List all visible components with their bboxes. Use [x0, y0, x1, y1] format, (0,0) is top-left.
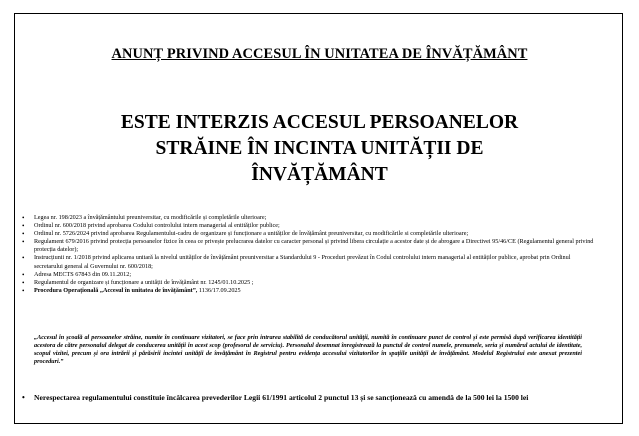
sanction-list	[18, 393, 610, 403]
legal-item: • Adresa MECTS 67843 din 09.11.2012;	[34, 271, 594, 279]
legal-item: • Ordinul nr. 600/2018 privind aprobarea Codului controlului intern managerial al entităților publice;	[34, 222, 594, 230]
procedure-item	[34, 287, 594, 295]
notice-header: ANUNȚ PRIVIND ACCESUL ÎN UNITATEA DE ÎNVĂȚĂMÂNT	[111, 46, 528, 62]
notice-title	[40, 110, 599, 188]
legal-item: • Ordinul nr. 5726/2024 privind aprobarea Regulamentului-cadru de organizare și funcționare a unităților de învățământ preuniversitar, cu modificările si completările ulterioare;	[34, 230, 594, 238]
legal-item: • Legea nr. 198/2023 a învățământului preuniversitar, cu modificările și completările ulterioare;	[34, 214, 594, 222]
legal-item: • Instrucțiunii nr. 1/2018 privind aplicarea unitară la nivelul unităților de învățământ preuniversitar a Standardului 9 - Proceduri prevăzut în Codul controlului intern managerial al entităților publice, aprobat prin Ordinul secretarului general al Guvernului nr. 600/2018;	[34, 254, 594, 270]
procedure-label: Procedura Operațională „Accesul în unitatea de învățământ”,	[34, 286, 198, 294]
procedure-number: 1136/17.09.2025	[197, 286, 241, 294]
title-line-3: ÎNVĂȚĂMÂNT	[251, 164, 388, 185]
access-procedure-paragraph: „Accesul în școală al persoanelor străine, numite în continuare vizitatori, se face prin intrarea stabilită de conducătorul unității, numită în continuare punct de control și este permisă după verificarea identității acestora de către personalul delegat de conducerea unității în acest scop (profesorul de serviciu). Personalul desemnat înregistrează la punctul de control numele, prenumele, seria și numărul actului de identitate, scopul vizitei, precum și ora intrării și părăsirii incintei unității de învățământ în Registrul pentru evidența accesului vizitatorilor în spațiile unității de învățământ. Modelul Registrului este anexat prezentei proceduri.”	[34, 334, 582, 366]
legal-item: • Regulamentul de organizare și funcționare a unității de învățământ nr. 1245/01.10.2025 ;	[34, 279, 594, 287]
sanction-text: • Nerespectarea regulamentului constituie încălcarea prevederilor Legii 61/1991 articolul 2 punctul 13 și se sancționează cu amendă de la 500 lei la 1500 lei	[34, 393, 610, 403]
title-line-2: STRĂINE ÎN INCINTA UNITĂȚII DE	[155, 138, 484, 159]
title-line-1: ESTE INTERZIS ACCESUL PERSOANELOR	[120, 112, 519, 133]
legal-basis-list	[18, 214, 594, 295]
legal-item: • Regulament 679/2016 privind protecția persoanelor fizice în ceea ce privește prelucrarea datelor cu caracter personal și privind libera circulație a acestor date și de abrogare a Directivei 95/46/CE (Regulamentul general privind protecția datelor);	[34, 238, 594, 254]
